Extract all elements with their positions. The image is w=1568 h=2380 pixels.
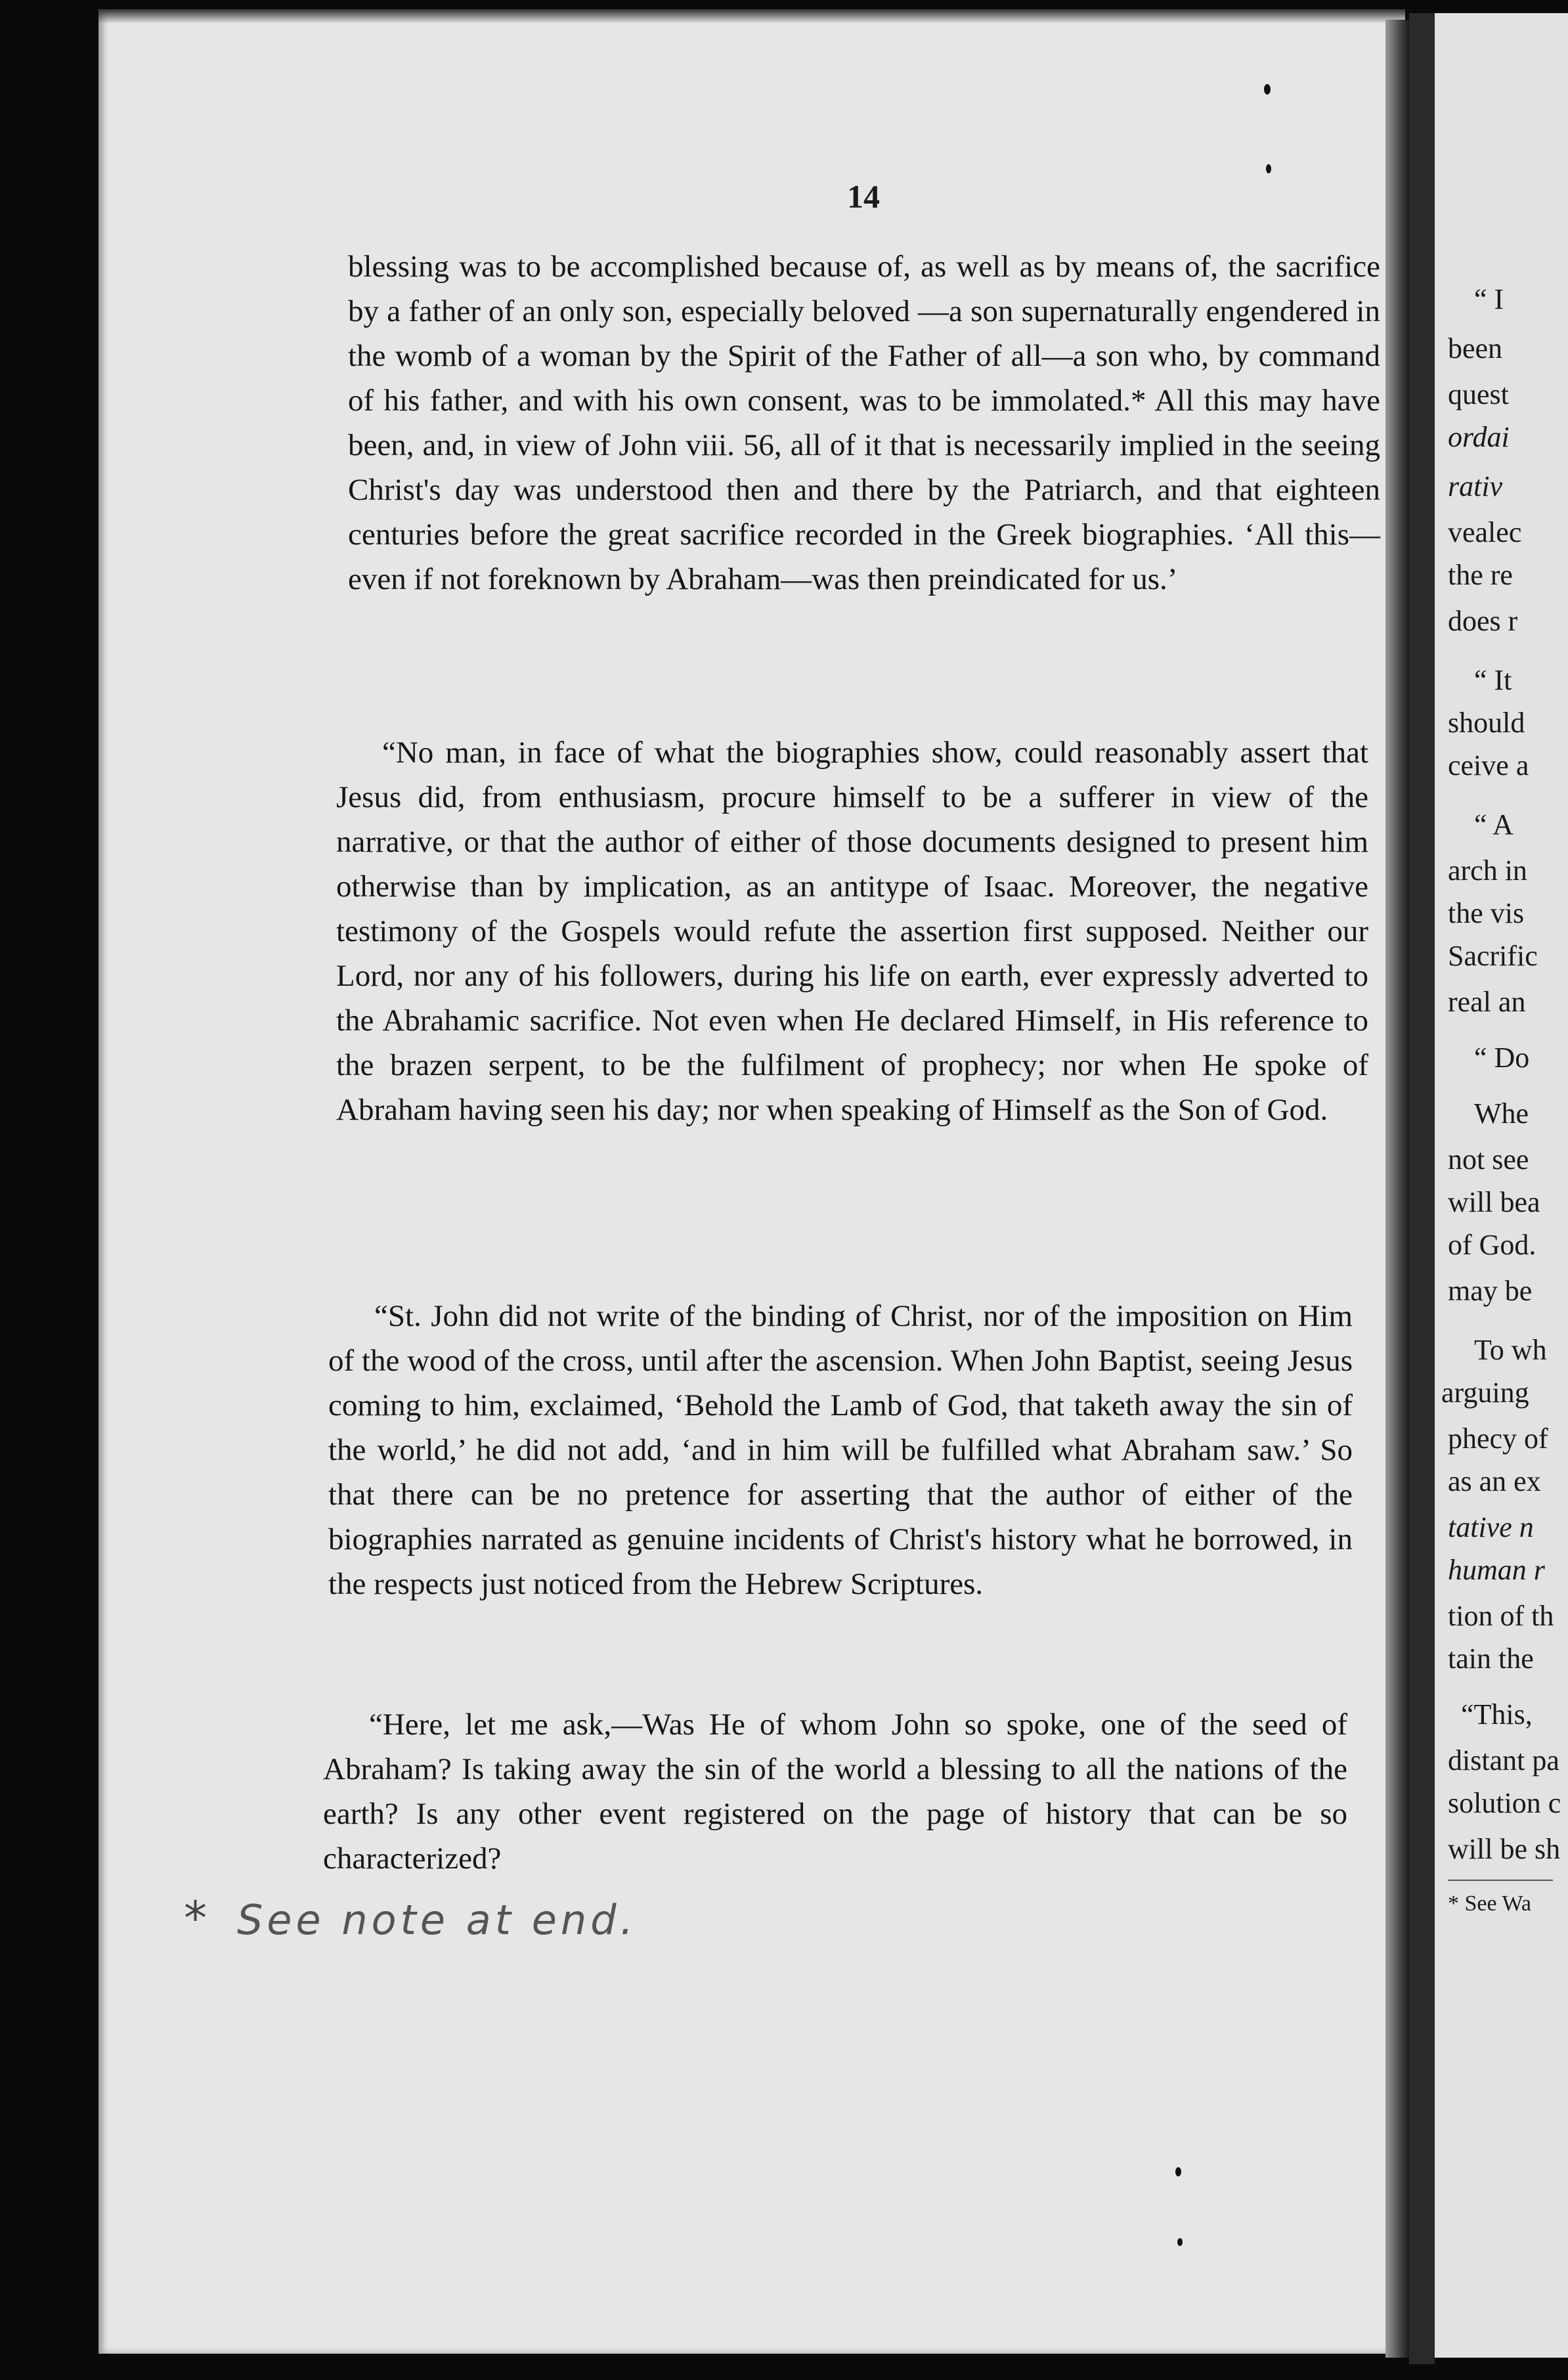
paragraph-2: “No man, in face of what the biographies show, could reasonably assert that Jesus did, from enthusiasm, procure himself to be a sufferer in view of the narrative, or that the author of either of those documents designed to present him otherwise than by implication, as an antitype of Isaac. Moreover, the negative testimony of the Gospels would refute the assertion first supposed. Neither our Lord, nor any of his followers, during his life on earth, ever expressly adverted to the Abrahamic sacrifice. Not even when He declared Himself, in His reference to the brazen serpent, to be the fulfilment of prophecy; nor when He spoke of Abraham having seen his day; nor when speaking of Himself as the Son of God.	[336, 736, 1368, 1127]
right-page-line: “ Do	[1474, 1042, 1530, 1074]
page-fold-shadow	[1385, 20, 1409, 2358]
page-number: 14	[847, 178, 880, 215]
paragraph-3: “St. John did not write of the binding of Christ, nor of the imposition on Him of the wood of the cross, until after the ascension. When John Baptist, seeing Jesus coming to him, exclaimed, ‘Behold the Lamb of God, that taketh away the sin of the world,’ he did not add, ‘and in him will be fulfilled what Abraham saw.’ So that there can be no pretence for asserting that the author of either of the biographies narrated as genuine incidents of Christ's history what he borrowed, in the respects just noticed from the Hebrew Scriptures.	[328, 1299, 1353, 1601]
paragraph-1: blessing was to be accomplished because of, as well as by means of, the sacrifice by a father of an only son, especially beloved —a son supernaturally engendered in the womb of a woman by the Spirit of the Father of all—a son who, by command of his father, and with his own consent, was to be immolated.* All this may have been, and, in view of John viii. 56, all of it that is necessarily implied in the seeing Christ's day was understood then and there by the Patriarch, and that eighteen centuries before the great sacrifice recorded in the Greek biographies. ‘All this—even if not foreknown by Abraham—was then preindicated for us.’	[348, 250, 1380, 596]
right-page-line: the vis	[1448, 897, 1525, 929]
right-page-line: rativ	[1448, 470, 1503, 502]
right-page-line: of God.	[1448, 1229, 1536, 1261]
right-page-line: tion of th	[1448, 1600, 1554, 1632]
handwritten-note-text: See note at end.	[237, 1896, 638, 1944]
right-page-line: “ A	[1474, 808, 1514, 841]
right-page-line: arguing	[1441, 1377, 1529, 1409]
right-page-line: should	[1448, 707, 1525, 739]
right-page-line: arch in	[1448, 854, 1527, 887]
speck	[1175, 2167, 1181, 2176]
right-page-line: To wh	[1474, 1334, 1547, 1366]
right-page-line: as an ex	[1448, 1465, 1541, 1497]
speck	[1177, 2238, 1183, 2246]
right-page-line: the re	[1448, 559, 1513, 591]
right-page-line: “ It	[1474, 664, 1512, 696]
right-page-line: solution c	[1448, 1787, 1561, 1819]
right-page-line: does r	[1448, 605, 1518, 637]
right-page-fragment	[1435, 13, 1568, 2358]
footnote-rule	[1448, 1880, 1553, 1881]
book-gutter	[1409, 13, 1435, 2364]
right-footnote: * See Wa	[1448, 1891, 1531, 1916]
right-page-line: “This,	[1461, 1698, 1533, 1730]
right-page-line: Sacrific	[1448, 940, 1538, 972]
right-page-line: tative n	[1448, 1511, 1534, 1543]
handwritten-note	[184, 1891, 637, 1945]
right-page-line: ceive a	[1448, 749, 1529, 782]
right-page-line: will be sh	[1448, 1833, 1561, 1865]
right-page-line: will bea	[1448, 1186, 1540, 1218]
right-page-line: “ I	[1474, 283, 1504, 315]
right-page-line: human r	[1448, 1554, 1545, 1586]
right-page-line: vealec	[1448, 516, 1522, 548]
right-page-line: real an	[1448, 986, 1526, 1018]
right-page-line: Whe	[1474, 1097, 1529, 1130]
speck	[1266, 164, 1271, 173]
right-page-line: been	[1448, 332, 1503, 364]
asterisk-mark: *	[184, 1891, 211, 1945]
right-page-line: quest	[1448, 378, 1509, 410]
paragraph-4: “Here, let me ask,—Was He of whom John so spoke, one of the seed of Abraham? Is taking away the sin of the world a blessing to all the nations of the earth? Is any other event registered on the page of history that can be so characterized?	[323, 1708, 1347, 1876]
right-page-line: distant pa	[1448, 1744, 1559, 1776]
right-page-line: phecy of	[1448, 1422, 1548, 1455]
right-page-line: tain the	[1448, 1642, 1534, 1675]
right-page-line: may be	[1448, 1275, 1533, 1307]
right-page-line: not see	[1448, 1143, 1529, 1176]
speck	[1264, 84, 1271, 95]
right-page-line: ordai	[1448, 421, 1510, 453]
